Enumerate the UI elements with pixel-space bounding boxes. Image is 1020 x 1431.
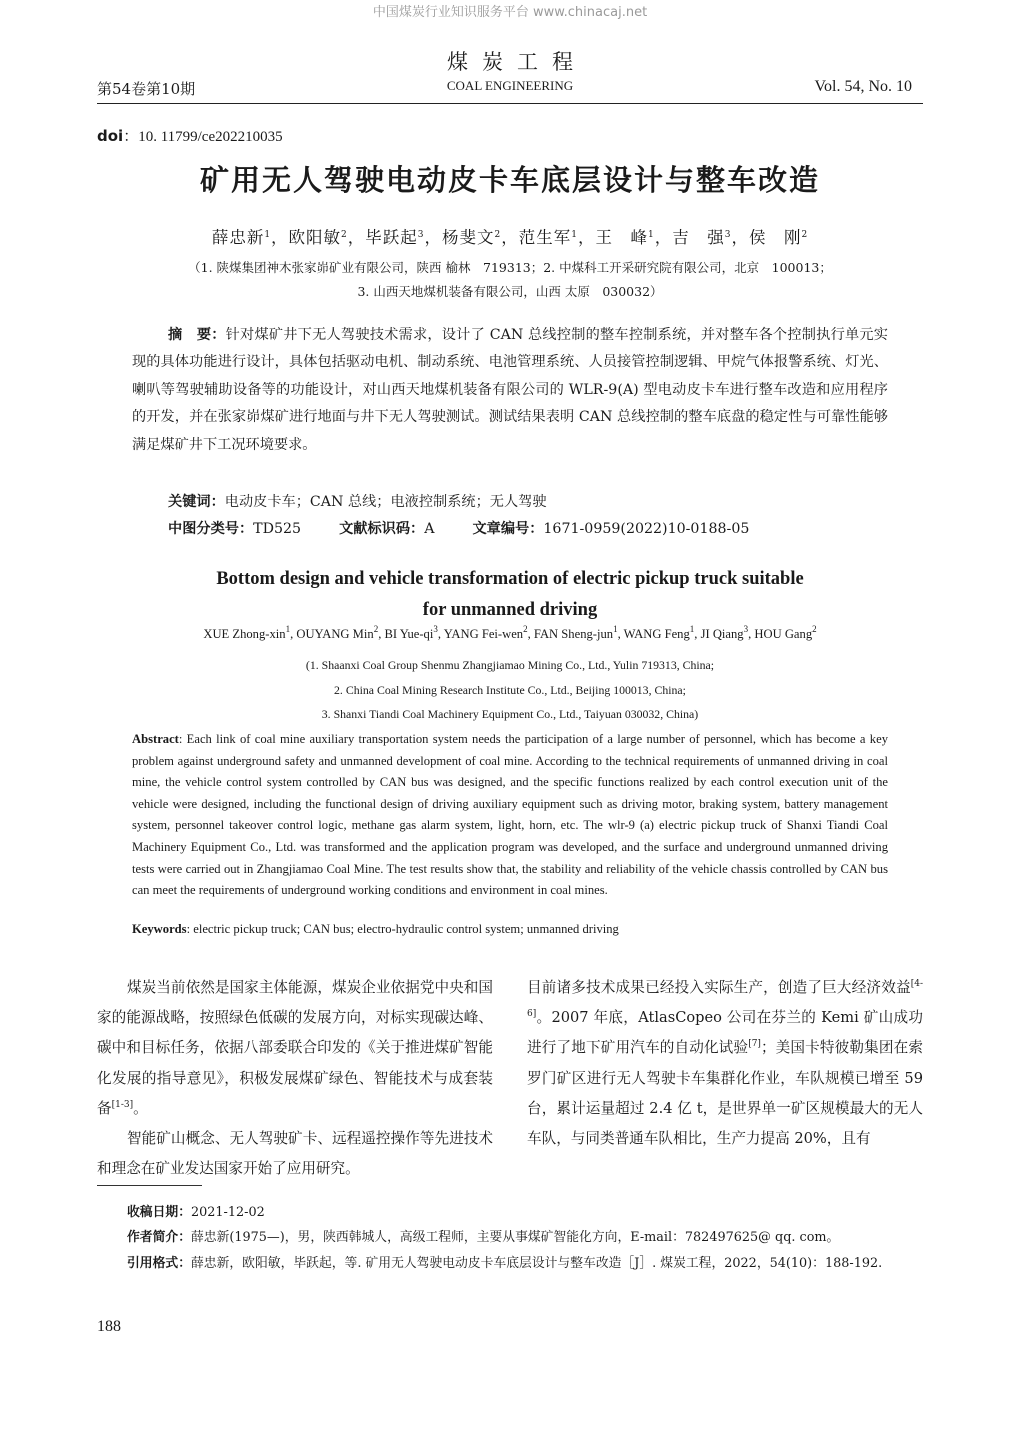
author-affiliation-mark: 1 — [571, 230, 578, 240]
citation-ref: [4-6] — [527, 979, 923, 1020]
author-affiliation-mark: 2 — [341, 230, 348, 240]
keywords-en — [132, 922, 619, 937]
author-affiliation-mark: 1 — [613, 624, 618, 634]
clc-label: 中图分类号： — [168, 521, 254, 537]
body-text: 煤炭当前依然是国家主体能源，煤炭企业依据党中央和国家的能源战略，按照绿色低碳的发展方向，对标实现碳达峰、碳中和目标任务，依据八部委联合印发的《关于推进煤矿智能化发展的指导意见》，积极发展煤矿绿色、智能技术与成套装备 — [97, 979, 493, 1117]
keywords-cn-label: 关键词： — [168, 494, 225, 510]
body-text: 。 — [133, 1099, 148, 1117]
author-affiliation-mark: 1 — [285, 624, 291, 634]
author-name: 侯 刚 — [748, 228, 802, 247]
author-affiliation-mark: 3 — [417, 230, 425, 240]
body-text: 目前诸多技术成果已经投入实际生产，创造了巨大经济效益 — [527, 979, 911, 996]
issue-en: Vol. 54, No. 10 — [814, 78, 912, 95]
author-name: 薛忠新 — [211, 228, 265, 247]
affiliations-en — [0, 653, 1020, 727]
journal-name-en: COAL ENGINEERING — [446, 78, 574, 93]
received-date: 2021-12-02 — [190, 1205, 265, 1220]
author-affiliation-mark: 2 — [494, 230, 502, 240]
title-en-line: Bottom design and vehicle transformation of electric pickup truck suitable — [216, 569, 804, 589]
authors-cn: 薛忠新$^1$，欧阳敏$^2$，毕跃起$^3$，杨斐文$^2$，范生军$^1$，王 峰$^1$，吉 强$^3$，侯 刚$^2$ — [211, 228, 809, 247]
affiliation-en-line: 3. Shanxi Tiandi Coal Machinery Equipment Co., Ltd., Taiyuan 030032, China) — [321, 707, 699, 721]
doi-line — [97, 125, 283, 146]
abstract-cn-text: 针对煤矿井下无人驾驶技术需求，设计了 CAN 总线控制的整车控制系统，并对整车各个控制执行单元实现的具体功能进行设计，具体包括驱动电机、制动系统、电池管理系统、人员接管控制逻辑、甲烷气体报警系统、灯光、喇叭等驾驶辅助设备等的功能设计，对山西天地煤机装备有限公司的 WLR-9(A) 型电动皮卡车进行整车改造和应用程序的开发，并在张家峁煤矿进行地面与井下无人驾驶测试。测试结果表明 CAN 总线控制的整车底盘的稳定性与可靠性能够满足煤矿井下工况环境要求。 — [132, 327, 888, 453]
author-name: 欧阳敏 — [288, 228, 342, 247]
affiliation-cn-line: 3. 山西天地煤机装备有限公司，山西 太原 030032） — [357, 284, 663, 299]
author-affiliation-mark: 2 — [812, 624, 817, 634]
author-name: XUE Zhong-xin — [203, 627, 286, 641]
body-text: 。2007 年底，AtlasCopeo 公司在芬兰的 Kemi 矿山成功进行了地下矿用汽车的自动化试验 — [527, 1009, 923, 1057]
footnote-author — [127, 1225, 923, 1250]
page-number: 188 — [97, 1318, 121, 1335]
author-name: YANG Fei-wen — [443, 627, 524, 641]
author-name: WANG Feng — [623, 627, 690, 641]
author-affiliation-mark: 1 — [689, 624, 695, 634]
citation-label: 引用格式： — [127, 1256, 191, 1271]
abstract-cn-label: 摘 要： — [168, 327, 226, 343]
doc-code-value: A — [424, 521, 435, 537]
citation-ref: [1-3] — [111, 1099, 134, 1110]
footnote-citation — [127, 1251, 923, 1276]
doi-label: doi — [97, 127, 124, 145]
author-affiliation-mark: 2 — [523, 624, 528, 634]
watermark: 中国煤炭行业知识服务平台 www.chinacaj.net — [372, 5, 648, 20]
author-affiliation-mark: 3 — [433, 624, 438, 634]
article-number-value: 1671-0959(2022)10-0188-05 — [543, 521, 750, 537]
clc-value: TD525 — [253, 521, 302, 537]
authors-en: XUE Zhong-xin$^1$, OUYANG Min$^2$, BI Yue-$qi^3$, YANG Fei-wen$^2$, FAN Sheng-jun$^1$, WANG Feng$^1$, JI Qiang$^3$, HOU Gang$^2$ — [203, 624, 817, 641]
author-affiliation-mark: 3 — [724, 230, 732, 240]
issue-cn: 第54卷第10期 — [97, 80, 196, 98]
keywords-en-label: Keywords — [132, 922, 187, 936]
affiliations-cn — [0, 256, 1020, 304]
author-name: HOU Gang — [754, 627, 813, 641]
author-affiliation-mark: 3 — [743, 624, 749, 634]
author-name: OUYANG Min — [296, 627, 374, 641]
received-label: 收稿日期： — [127, 1205, 191, 1220]
author-bio: 薛忠新(1975—)，男，陕西韩城人，高级工程师，主要从事煤矿智能化方向，E-mail：782497625@ qq. com。 — [190, 1230, 840, 1245]
title-cn: 矿用无人驾驶电动皮卡车底层设计与整车改造 — [199, 163, 820, 197]
article-number-label: 文章编号： — [472, 521, 544, 537]
keywords-cn — [168, 491, 547, 511]
body-paragraph — [527, 973, 923, 1154]
author-name: 毕跃起 — [365, 228, 418, 247]
body-text: ；美国卡特彼勒集团在索罗门矿区进行无人驾驶卡车集群化作业，车队规模已增至 59 台，累计运量超过 2.4 亿 t，是世界单一矿区规模最大的无人车队，与同类普通车队相比，生产力提高 20%，且有 — [527, 1039, 923, 1148]
abstract-en — [132, 729, 888, 902]
author-affiliation-mark: 1 — [264, 230, 272, 240]
doi-value: ：10. 11799/ce202210035 — [123, 129, 283, 145]
keywords-cn-text: 电动皮卡车；CAN 总线；电液控制系统；无人驾驶 — [224, 494, 547, 510]
abstract-en-text: : Each link of coal mine auxiliary transportation system needs the participation of a large number of personnel, which has become a key problem against underground safety and unmanned development of coal mine. According to the technical requirements of unmanned driving in coal mine, the vehicle control system controlled by CAN bus was designed, and the specific functions realized by each control execution unit of the vehicle were designed, including the functional design of driving auxiliary equipment such as driving motor, braking system, battery management system, personnel takeover control logic, methane gas alarm system, light, horn, etc. The wlr-9 (a) electric pickup truck of Shanxi Tiandi Coal Machinery Equipment Co., Ltd. was transformed and the application program was developed, and the surface and underground unmanned driving tests were carried out in Zhangjiamao Coal Mine. The test results show that, the stability and reliability of the vehicle chassis controlled by CAN bus can meet the requirements of underground working conditions and environment in coal mines. — [132, 732, 888, 898]
footnote-received — [127, 1200, 923, 1225]
body-column-right — [527, 973, 923, 1154]
title-en-line: for unmanned driving — [422, 600, 598, 620]
body-paragraph — [97, 973, 493, 1124]
author-name: 王 峰 — [595, 228, 648, 247]
author-name: FAN Sheng-jun — [533, 627, 614, 641]
doc-code-label: 文献标识码： — [339, 521, 425, 537]
author-name: 杨斐文 — [442, 228, 495, 247]
author-name: BI Yue-qi — [384, 627, 434, 641]
citation-ref: [7] — [748, 1039, 761, 1050]
affiliation-en-line: 2. China Coal Mining Research Institute Co., Ltd., Beijing 100013, China; — [334, 682, 686, 697]
footnote-rule — [97, 1185, 202, 1186]
journal-name-cn: 煤炭工程 — [447, 50, 587, 74]
abstract-cn — [132, 322, 888, 459]
citation-text: 薛忠新，欧阳敏，毕跃起，等. 矿用无人驾驶电动皮卡车底层设计与整车改造［J］. 煤炭工程，2022，54(10)：188-192. — [190, 1256, 883, 1271]
keywords-en-text: : electric pickup truck; CAN bus; electro-hydraulic control system; unmanned driving — [186, 922, 619, 936]
header-rule — [97, 103, 923, 104]
affiliation-en-line: (1. Shaanxi Coal Group Shenmu Zhangjiamao Mining Co., Ltd., Yulin 719313, China; — [305, 658, 715, 672]
title-en — [0, 564, 1020, 626]
author-bio-label: 作者简介： — [127, 1230, 191, 1245]
body-paragraph: 智能矿山概念、无人驾驶矿卡、远程遥控操作等先进技术和理念在矿业发达国家开始了应用研究。 — [97, 1130, 493, 1178]
classification-line — [168, 518, 749, 538]
author-name: 范生军 — [518, 228, 572, 247]
body-column-left — [97, 973, 493, 1184]
affiliation-cn-line: （1. 陕煤集团神木张家峁矿业有限公司，陕西 榆林 719313；2. 中煤科工开采研究院有限公司，北京 100013； — [188, 260, 832, 275]
author-name: 吉 强 — [672, 228, 725, 247]
author-affiliation-mark: 2 — [373, 624, 379, 634]
abstract-en-label: Abstract — [132, 732, 179, 746]
author-affiliation-mark: 2 — [801, 230, 809, 240]
author-affiliation-mark: 1 — [647, 230, 655, 240]
author-name: JI Qiang — [700, 627, 744, 641]
